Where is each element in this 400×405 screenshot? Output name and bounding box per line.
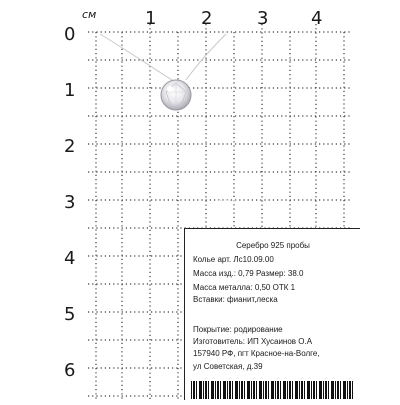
unit-label: см <box>82 8 97 21</box>
barcode <box>191 381 355 399</box>
tag-metal-weight: Масса металла: 0,50 ОТК 1 <box>193 283 296 292</box>
top-number-3: 3 <box>257 8 269 29</box>
top-number-4: 4 <box>311 8 323 29</box>
pendant-icon <box>161 80 191 110</box>
top-number-1: 1 <box>145 8 157 29</box>
necklace-line <box>100 34 226 80</box>
left-number-5: 5 <box>64 304 76 325</box>
left-number-6: 6 <box>64 360 76 381</box>
left-number-4: 4 <box>64 248 76 269</box>
left-number-1: 1 <box>64 80 76 101</box>
price-tag <box>184 228 360 400</box>
left-number-0: 0 <box>64 24 76 45</box>
tag-weight-size: Масса изд.: 0,79 Размер: 38.0 <box>193 269 304 278</box>
tag-address-1: 157940 РФ, пгт Красное-на-Волге, <box>193 349 320 358</box>
left-number-3: 3 <box>64 192 76 213</box>
tag-inserts: Вставки: фианит,леска <box>193 295 278 304</box>
tag-manufacturer: Изготовитель: ИП Хусаинов О.А <box>193 337 313 346</box>
tag-metal: Серебро 925 пробы <box>236 241 310 250</box>
top-number-2: 2 <box>201 8 213 29</box>
left-number-2: 2 <box>64 136 76 157</box>
tag-coating: Покрытие: родирование <box>193 325 283 334</box>
tag-address-2: ул Советская, д.39 <box>193 362 263 371</box>
watermark: ~~~ <box>218 196 239 207</box>
tag-article: Колье арт. Лс10.09.00 <box>193 255 274 264</box>
